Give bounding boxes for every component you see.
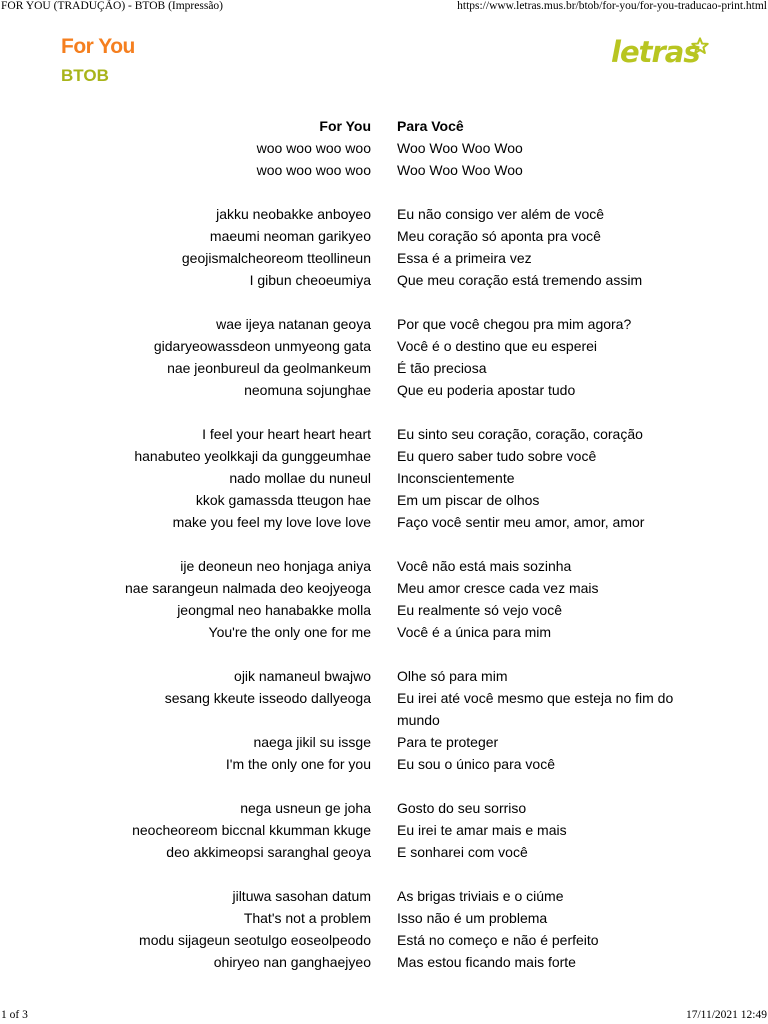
- translated-line: Você é a única para mim: [397, 624, 552, 640]
- original-line: nega usneun ge joha: [240, 800, 371, 816]
- lyric-row: [0, 137, 768, 159]
- stanza-break: [0, 401, 768, 423]
- lyric-row: [0, 577, 768, 599]
- translated-line: Olhe só para mim: [397, 668, 508, 684]
- original-line: I feel your heart heart heart: [202, 426, 371, 442]
- translated-line: Eu sinto seu coração, coração, coração: [397, 426, 643, 442]
- original-line: woo woo woo woo: [256, 162, 371, 178]
- lyric-row: [0, 665, 768, 687]
- letras-logo: [611, 32, 711, 74]
- translated-line: Você não está mais sozinha: [397, 558, 572, 574]
- original-line: gidaryeowassdeon unmyeong gata: [153, 338, 371, 354]
- lyric-row: [0, 753, 768, 775]
- original-line: nae sarangeun nalmada deo keojyeoga: [125, 580, 371, 596]
- print-footer: [0, 1009, 768, 1024]
- original-line: make you feel my love love love: [172, 514, 371, 530]
- original-line: jakku neobakke anboyeo: [216, 206, 371, 222]
- lyric-row: [0, 841, 768, 863]
- original-line: sesang kkeute isseodo dallyeoga: [164, 690, 371, 706]
- translated-line: Eu irei até você mesmo que esteja no fim do mundo: [397, 690, 674, 728]
- lyric-row: [0, 203, 768, 225]
- lyric-row: [0, 423, 768, 445]
- translation-column-header: Para Você: [397, 118, 464, 134]
- lyric-row: [0, 907, 768, 929]
- original-line: You're the only one for me: [208, 624, 371, 640]
- translated-line: Mas estou ficando mais forte: [397, 954, 576, 970]
- translated-line: Meu amor cresce cada vez mais: [397, 580, 599, 596]
- translated-line: Inconscientemente: [397, 470, 515, 486]
- translated-line: Isso não é um problema: [397, 910, 548, 926]
- original-line: I'm the only one for you: [225, 756, 371, 772]
- original-line: maeumi neoman garikyeo: [209, 228, 371, 244]
- print-header: [0, 0, 768, 16]
- translated-line: Woo Woo Woo Woo: [397, 140, 523, 156]
- original-column-header: For You: [319, 118, 371, 134]
- translated-line: Para te proteger: [397, 734, 499, 750]
- lyric-row: [0, 225, 768, 247]
- lyrics-table: [0, 115, 768, 973]
- lyric-row: [0, 357, 768, 379]
- logo-text: letras: [611, 35, 700, 69]
- translated-line: Eu realmente só vejo você: [397, 602, 562, 618]
- lyric-row: [0, 555, 768, 577]
- original-line: woo woo woo woo: [256, 140, 371, 156]
- translated-line: Eu irei te amar mais e mais: [397, 822, 567, 838]
- lyric-row: [0, 379, 768, 401]
- page-number: 1 of 3: [1, 1009, 28, 1021]
- original-line: kkok gamassda tteugon hae: [195, 492, 371, 508]
- stanza-break: [0, 533, 768, 555]
- original-line: naega jikil su issge: [253, 734, 371, 750]
- stanza-break: [0, 291, 768, 313]
- translated-line: Gosto do seu sorriso: [397, 800, 527, 816]
- original-line: deo akkimeopsi saranghal geoya: [166, 844, 371, 860]
- lyric-row: [0, 599, 768, 621]
- stanza-break: [0, 181, 768, 203]
- lyrics-header-row: [0, 115, 768, 137]
- original-line: ije deoneun neo honjaga aniya: [180, 558, 371, 574]
- translated-line: Faço você sentir meu amor, amor, amor: [397, 514, 645, 530]
- translated-line: Eu sou o único para você: [397, 756, 555, 772]
- original-line: ohiryeo nan ganghaejyeo: [213, 954, 371, 970]
- translated-line: É tão preciosa: [397, 360, 487, 376]
- translated-line: Que meu coração está tremendo assim: [397, 272, 643, 288]
- translated-line: Por que você chegou pra mim agora?: [397, 316, 632, 332]
- lyric-row: [0, 929, 768, 951]
- lyric-row: [0, 269, 768, 291]
- lyric-row: [0, 687, 768, 731]
- artist-name: BTOB: [61, 66, 109, 85]
- translated-line: Que eu poderia apostar tudo: [397, 382, 576, 398]
- original-line: jeongmal neo hanabakke molla: [177, 602, 371, 618]
- lyric-row: [0, 335, 768, 357]
- original-line: wae ijeya natanan geoya: [216, 316, 371, 332]
- print-page-url: https://www.letras.mus.br/btob/for-you/for-you-traducao-print.html: [457, 0, 767, 12]
- lyric-row: [0, 511, 768, 533]
- stanza-break: [0, 643, 768, 665]
- print-datetime: 17/11/2021 12:49: [685, 1009, 767, 1021]
- original-line: nado mollae du nuneul: [229, 470, 371, 486]
- lyric-row: [0, 313, 768, 335]
- stanza-break: [0, 775, 768, 797]
- original-line: hanabuteo yeolkkaji da gunggeumhae: [134, 448, 371, 464]
- lyric-row: [0, 467, 768, 489]
- lyric-row: [0, 489, 768, 511]
- translated-line: E sonharei com você: [397, 844, 528, 860]
- translated-line: Está no começo e não é perfeito: [397, 932, 599, 948]
- lyric-row: [0, 159, 768, 181]
- translated-line: Essa é a primeira vez: [397, 250, 532, 266]
- original-line: I gibun cheoeumiya: [249, 272, 371, 288]
- translated-line: Eu não consigo ver além de você: [397, 206, 605, 222]
- lyric-row: [0, 247, 768, 269]
- original-line: neomuna sojunghae: [244, 382, 371, 398]
- lyric-row: [0, 885, 768, 907]
- translated-line: Você é o destino que eu esperei: [397, 338, 598, 354]
- translated-line: Em um piscar de olhos: [397, 492, 540, 508]
- lyric-row: [0, 621, 768, 643]
- original-line: neocheoreom biccnal kkumman kkuge: [132, 822, 371, 838]
- original-line: modu sijageun seotulgo eoseolpeodo: [139, 932, 371, 948]
- original-line: jiltuwa sasohan datum: [232, 888, 371, 904]
- lyric-row: [0, 951, 768, 973]
- lyrics-body: [0, 137, 768, 973]
- translated-line: Meu coração só aponta pra você: [397, 228, 601, 244]
- translated-line: Woo Woo Woo Woo: [397, 162, 523, 178]
- translated-line: As brigas triviais e o ciúme: [397, 888, 564, 904]
- stanza-break: [0, 863, 768, 885]
- lyric-row: [0, 819, 768, 841]
- original-line: nae jeonbureul da geolmankeum: [167, 360, 371, 376]
- star-icon: [691, 37, 709, 55]
- original-line: ojik namaneul bwajwo: [234, 668, 371, 684]
- translated-line: Eu quero saber tudo sobre você: [397, 448, 597, 464]
- lyric-row: [0, 797, 768, 819]
- print-page-title: FOR YOU (TRADUÇÃO) - BTOB (Impressão): [1, 0, 223, 12]
- lyric-row: [0, 731, 768, 753]
- original-line: geojismalcheoreom tteollineun: [181, 250, 371, 266]
- song-title: For You: [61, 35, 135, 58]
- original-line: That's not a problem: [243, 910, 371, 926]
- lyric-row: [0, 445, 768, 467]
